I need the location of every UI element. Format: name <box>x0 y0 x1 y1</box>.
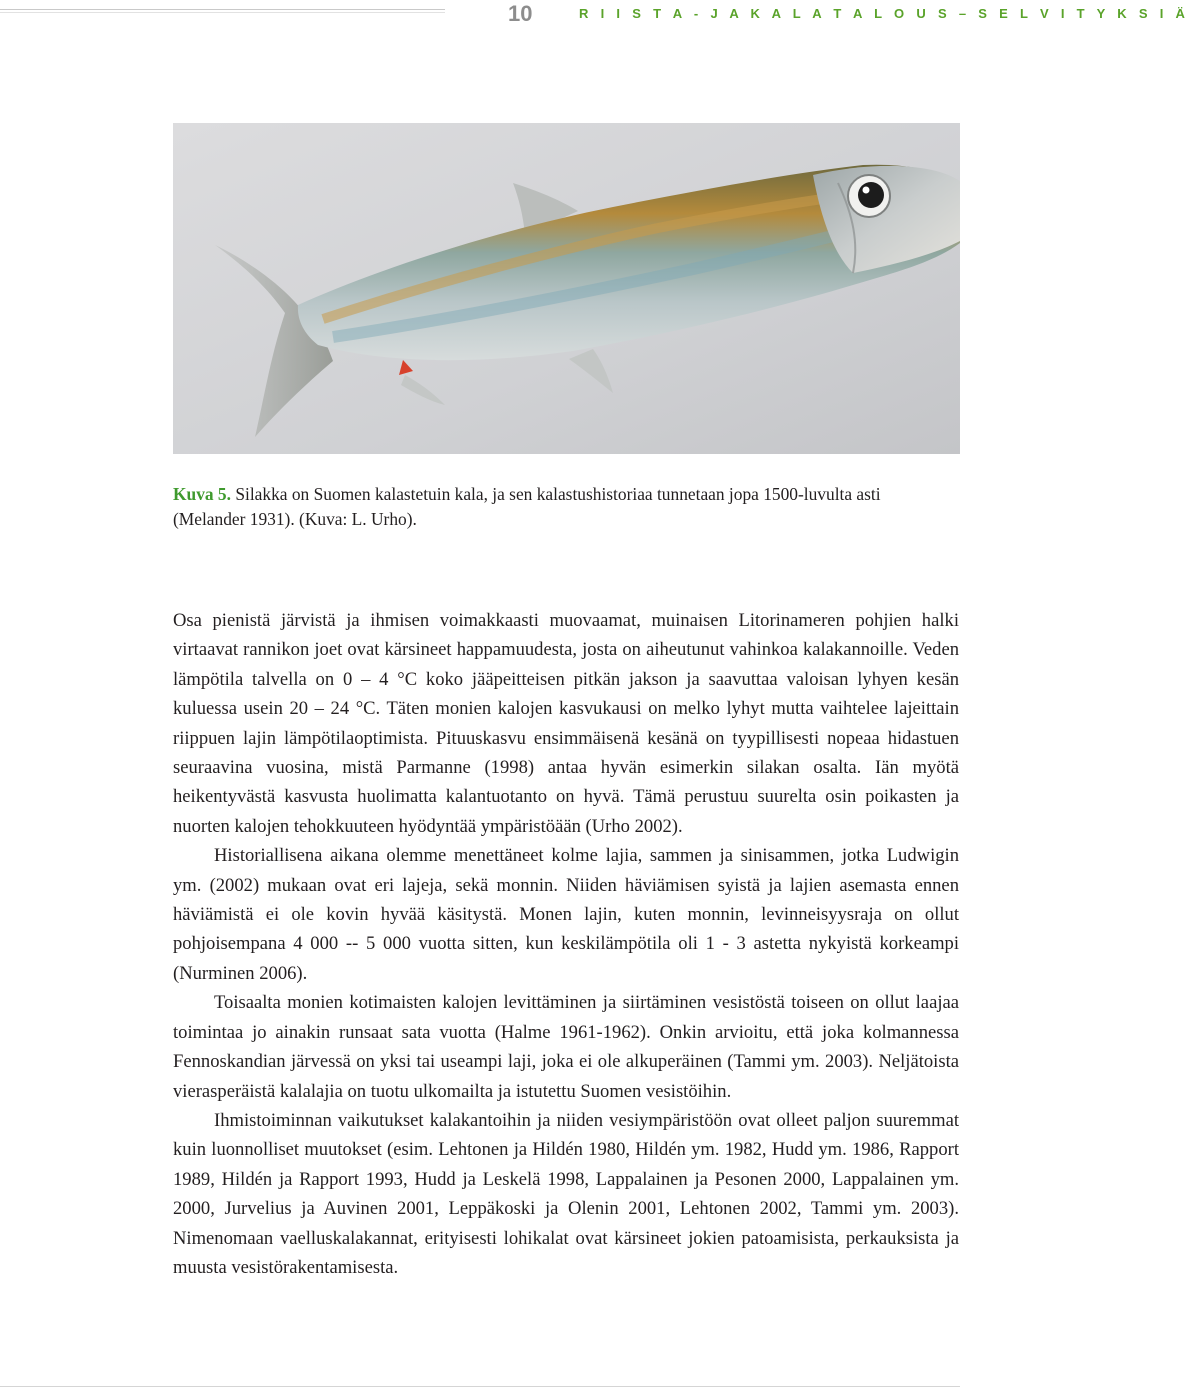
header-rule-secondary <box>0 12 445 13</box>
paragraph: Ihmistoiminnan vaikutukset kalakantoihin ja niiden vesiympäristöön ovat olleet paljon suuremmat kuin luonnolliset muutokset (esim. Lehtonen ja Hildén 1980, Hildén ym. 1982, Hudd ym. 1986, Rapport 1989, Hildén ja Rapport 1993, Hudd ja Leskelä 1998, Lappalainen ja Pesonen 2000, Lappalainen ym. 2000, Jurvelius ja Auvinen 2001, Leppäkoski ja Olenin 2001, Lehtonen 2002, Tammi ym. 2003). Nimenomaan vaelluskalakannat, erityisesti lohikalat ovat kärsineet jokien patoamisista, perkauksista ja muusta vesistörakentamisesta. <box>173 1109 959 1278</box>
fish-illustration <box>173 123 960 454</box>
paragraph: Osa pienistä järvistä ja ihmisen voimakkaasti muovaamat, muinaisen Litorinameren pohjien halki virtaavat rannikon joet ovat kärsineet happamuudesta, josta on aiheutunut vahinkoa kalakannoille. Veden lämpötila talvella on 0 – 4 °C koko jääpeitteisen pitkän jakson ja saavuttaa valoisan lyhyen kesän kuluessa usein 20 – 24 °C. Täten monien kalojen kasvukausi on melko lyhyt mutta vaihtelee lajeittain riippuen lajin lämpötilaoptimista. Pituuskasvu ensimmäisenä kesänä on tyypillisesti nopeaa hidastuen seuraavina vuosina, mistä Parmanne (1998) antaa hyvän esimerkin silakan osalta. Iän myötä heikentyvästä kasvusta huolimatta kalantuotanto on hyvä. Tämä perustuu suurelta osin poikasten ja nuorten kalojen tehokkuuteen hyödyntää ympäristöään (Urho 2002). <box>173 610 959 837</box>
figure-caption <box>173 482 943 532</box>
running-head: R I I S T A - J A K A L A T A L O U S – S E L V I T Y K S I Ä <box>579 6 1189 21</box>
herring-fish-photo <box>173 123 960 454</box>
caption-label: Kuva 5. <box>173 484 231 504</box>
body-text <box>173 606 959 1282</box>
footer-rule <box>0 1386 960 1387</box>
paragraph: Toisaalta monien kotimaisten kalojen levittäminen ja siirtäminen vesistöstä toiseen on ollut laajaa toimintaa jo ainakin runsaat sata vuotta (Halme 1961-1962). Onkin arvioitu, että joka kolmannessa Fennoskandian järvessä on yksi tai useampi laji, joka ei ole alkuperäinen (Tammi ym. 2003). Neljätoista vierasperäistä kalalajia on tuotu ulkomailta ja istutettu Suomen vesistöihin. <box>173 992 959 1102</box>
paragraph: Historiallisena aikana olemme menettäneet kolme lajia, sammen ja sinisammen, jotka Ludwigin ym. (2002) mukaan ovat eri lajeja, sekä monnin. Niiden häviämisen syistä ja lajien asemasta ennen häviämistä ei ole kovin hyvää käsitystä. Monen lajin, kuten monnin, levinneisyysraja on ollut pohjoisempana 4 000 -- 5 000 vuotta sitten, kun keskilämpötila oli 1 - 3 astetta nykyistä korkeampi (Nurminen 2006). <box>173 845 959 984</box>
page-number: 10 <box>508 1 533 26</box>
caption-text: Silakka on Suomen kalastetuin kala, ja sen kalastushistoriaa tunnetaan jopa 1500-luvulta asti (Melander 1931). (Kuva: L. Urho). <box>173 484 881 529</box>
header-rule <box>0 9 445 10</box>
